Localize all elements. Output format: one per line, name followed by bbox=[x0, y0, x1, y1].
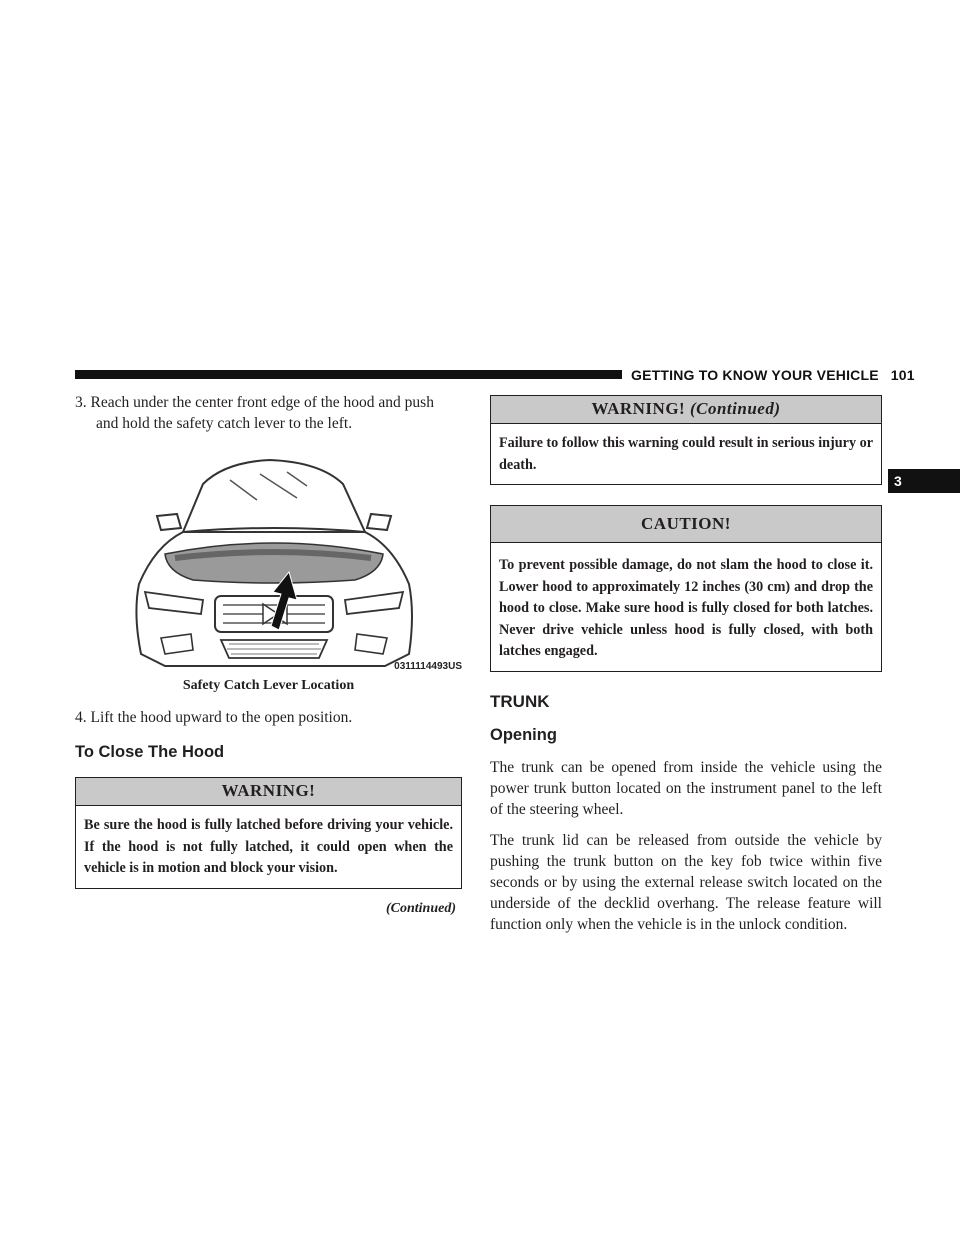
running-header bbox=[631, 367, 915, 383]
header-section-title: GETTING TO KNOW YOUR VEHICLE bbox=[631, 367, 879, 383]
caution-title: CAUTION! bbox=[491, 506, 881, 543]
warning-continued-label: WARNING! bbox=[591, 399, 686, 418]
step-3-text-line2: and hold the safety catch lever to the left. bbox=[96, 415, 353, 432]
step-4 bbox=[75, 707, 462, 728]
warning-continued-title bbox=[491, 396, 881, 424]
caution-box bbox=[490, 505, 882, 672]
step-3 bbox=[75, 392, 462, 434]
page-number: 101 bbox=[890, 367, 915, 383]
caution-text: To prevent possible damage, do not slam the hood to close it. Lower hood to approximately 12 inches (30 cm) and drop the hood to close. Make sure hood is fully closed for both latches. Never drive vehicle unless hood is fully closed, with both latches engaged. bbox=[499, 557, 873, 659]
warning-text: Be sure the hood is fully latched before driving your vehicle. If the hood is not fully latched, it could open when the vehicle is in motion and block your vision. bbox=[84, 817, 453, 876]
safety-catch-figure bbox=[75, 454, 462, 672]
step-4-number: 4. bbox=[75, 709, 87, 726]
warning-continued-suffix: (Continued) bbox=[689, 399, 781, 418]
trunk-paragraph-1: The trunk can be opened from inside the vehicle using the power trunk button located on the instrument panel to the left of the steering wheel. bbox=[490, 758, 882, 818]
right-column bbox=[490, 395, 882, 935]
trunk-paragraph-2: The trunk lid can be released from outside the vehicle by pushing the trunk button on the key fob twice within five seconds or by using the external release switch located on the underside of the decklid overhang. The release feature will function only when the vehicle is in the unlock condition. bbox=[490, 831, 882, 933]
figure-id: 0311114493US bbox=[394, 661, 462, 672]
subheading-close-hood: To Close The Hood bbox=[75, 743, 225, 761]
continued-label: (Continued) bbox=[385, 900, 456, 916]
warning-box bbox=[75, 777, 462, 889]
left-column bbox=[75, 392, 462, 917]
figure-caption: Safety Catch Lever Location bbox=[182, 678, 355, 693]
header-rule bbox=[75, 370, 622, 379]
car-front-illustration bbox=[75, 454, 462, 672]
section-heading-trunk: TRUNK bbox=[490, 691, 550, 711]
warning-title: WARNING! bbox=[76, 778, 461, 806]
subheading-opening: Opening bbox=[490, 725, 557, 744]
chapter-tab bbox=[888, 469, 960, 493]
step-4-text: Lift the hood upward to the open position. bbox=[90, 709, 353, 726]
warning-continued-box bbox=[490, 395, 882, 485]
warning-continued-text: Failure to follow this warning could result in serious injury or death. bbox=[499, 435, 873, 473]
step-3-number: 3. bbox=[75, 394, 87, 411]
chapter-number: 3 bbox=[894, 473, 902, 489]
step-3-text-line1: Reach under the center front edge of the hood and push bbox=[90, 394, 434, 411]
